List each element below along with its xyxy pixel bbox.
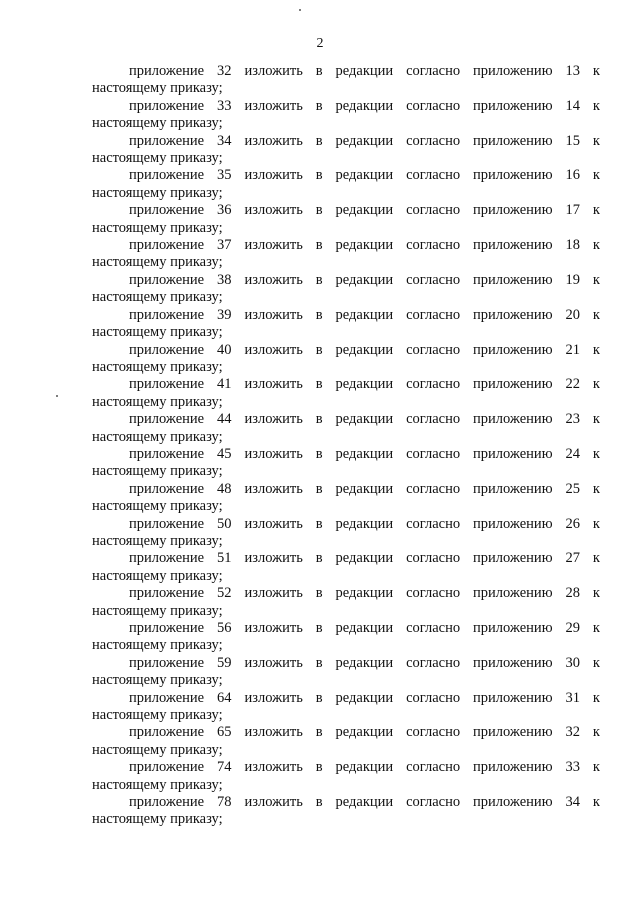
list-item-line xyxy=(92,794,600,811)
list-item-line xyxy=(92,237,600,254)
list-item xyxy=(92,63,600,98)
word-according: согласно xyxy=(406,97,461,114)
word-edition: редакции xyxy=(335,550,394,567)
target-appendix-number: 17 xyxy=(565,202,580,219)
word-to-appendix: приложению xyxy=(473,759,553,776)
list-item-line xyxy=(92,167,600,184)
list-item xyxy=(92,690,600,725)
word-edition: редакции xyxy=(335,271,394,288)
word-set-out: изложить xyxy=(244,306,303,323)
word-according: согласно xyxy=(406,445,461,462)
list-item-line xyxy=(92,655,600,672)
word-set-out: изложить xyxy=(244,445,303,462)
word-set-out: изложить xyxy=(244,759,303,776)
list-item-continuation: настоящему приказу; xyxy=(92,602,223,619)
word-set-out: изложить xyxy=(244,480,303,497)
word-according: согласно xyxy=(406,376,461,393)
list-item xyxy=(92,724,600,759)
list-item-continuation: настоящему приказу; xyxy=(92,532,223,549)
word-in: в xyxy=(315,724,323,741)
word-edition: редакции xyxy=(335,689,394,706)
word-to: к xyxy=(592,620,600,636)
list-item xyxy=(92,133,600,168)
word-edition: редакции xyxy=(335,411,394,428)
word-in: в xyxy=(315,306,323,323)
list-item-line xyxy=(92,690,600,707)
word-in: в xyxy=(315,237,323,254)
word-to: к xyxy=(592,411,600,428)
word-edition: редакции xyxy=(335,97,394,114)
word-edition: редакции xyxy=(335,585,394,602)
appendix-number: 36 xyxy=(217,202,232,219)
page-number: 2 xyxy=(316,36,324,51)
target-appendix-number: 13 xyxy=(565,63,580,79)
word-in: в xyxy=(315,341,323,358)
list-item-line xyxy=(92,411,600,428)
list-item-continuation: настоящему приказу; xyxy=(92,741,223,758)
appendix-number: 34 xyxy=(217,132,232,149)
word-appendix: приложение xyxy=(129,271,205,288)
list-item-continuation: настоящему приказу; xyxy=(92,428,223,445)
list-item xyxy=(92,446,600,481)
list-item xyxy=(92,481,600,516)
word-edition: редакции xyxy=(335,515,394,532)
word-appendix: приложение xyxy=(129,724,205,741)
word-set-out: изложить xyxy=(244,550,303,567)
word-appendix: приложение xyxy=(129,237,205,254)
word-in: в xyxy=(315,202,323,219)
list-item-continuation: настоящему приказу; xyxy=(92,254,223,271)
word-in: в xyxy=(315,411,323,428)
list-item-line xyxy=(92,620,600,637)
list-item-line xyxy=(92,446,600,463)
target-appendix-number: 19 xyxy=(565,271,580,288)
target-appendix-number: 33 xyxy=(565,759,580,776)
list-item xyxy=(92,655,600,690)
word-set-out: изложить xyxy=(244,411,303,428)
word-to-appendix: приложению xyxy=(473,794,553,811)
word-appendix: приложение xyxy=(129,63,205,79)
appendix-number: 44 xyxy=(217,411,232,428)
appendix-number: 38 xyxy=(217,271,232,288)
word-to: к xyxy=(592,585,600,602)
list-item-line xyxy=(92,759,600,776)
word-set-out: изложить xyxy=(244,237,303,254)
word-set-out: изложить xyxy=(244,689,303,706)
word-to-appendix: приложению xyxy=(473,515,553,532)
target-appendix-number: 27 xyxy=(565,550,580,567)
list-item-continuation: настоящему приказу; xyxy=(92,115,223,132)
list-item-continuation: настоящему приказу; xyxy=(92,811,223,828)
word-edition: редакции xyxy=(335,376,394,393)
word-edition: редакции xyxy=(335,341,394,358)
word-edition: редакции xyxy=(335,445,394,462)
word-to-appendix: приложению xyxy=(473,63,553,79)
word-according: согласно xyxy=(406,271,461,288)
target-appendix-number: 18 xyxy=(565,237,580,254)
target-appendix-number: 22 xyxy=(565,376,580,393)
list-item xyxy=(92,516,600,551)
appendix-number: 59 xyxy=(217,654,232,671)
list-item-line xyxy=(92,307,600,324)
list-item-continuation: настоящему приказу; xyxy=(92,80,223,97)
list-item-line xyxy=(92,342,600,359)
word-appendix: приложение xyxy=(129,202,205,219)
word-according: согласно xyxy=(406,724,461,741)
list-item xyxy=(92,237,600,272)
word-to: к xyxy=(592,794,600,811)
word-appendix: приложение xyxy=(129,341,205,358)
list-item xyxy=(92,411,600,446)
word-edition: редакции xyxy=(335,759,394,776)
list-item-line xyxy=(92,516,600,533)
appendix-number: 56 xyxy=(217,620,232,636)
word-in: в xyxy=(315,585,323,602)
word-to-appendix: приложению xyxy=(473,202,553,219)
word-to: к xyxy=(592,202,600,219)
list-item-continuation: настоящему приказу; xyxy=(92,150,223,167)
list-item-line xyxy=(92,272,600,289)
word-to-appendix: приложению xyxy=(473,411,553,428)
word-according: согласно xyxy=(406,689,461,706)
appendix-number: 35 xyxy=(217,167,232,184)
word-appendix: приложение xyxy=(129,689,205,706)
word-appendix: приложение xyxy=(129,376,205,393)
list-item-continuation: настоящему приказу; xyxy=(92,567,223,584)
word-in: в xyxy=(315,376,323,393)
list-item-line xyxy=(92,133,600,150)
list-item-line xyxy=(92,724,600,741)
word-according: согласно xyxy=(406,550,461,567)
word-appendix: приложение xyxy=(129,550,205,567)
appendix-number: 40 xyxy=(217,341,232,358)
word-set-out: изложить xyxy=(244,132,303,149)
scan-speck xyxy=(299,9,301,11)
list-item xyxy=(92,550,600,585)
word-to-appendix: приложению xyxy=(473,480,553,497)
appendix-number: 78 xyxy=(217,794,232,811)
word-appendix: приложение xyxy=(129,585,205,602)
word-edition: редакции xyxy=(335,724,394,741)
word-set-out: изложить xyxy=(244,620,303,636)
list-item xyxy=(92,202,600,237)
list-item-line xyxy=(92,202,600,219)
word-in: в xyxy=(315,620,323,636)
word-to: к xyxy=(592,480,600,497)
target-appendix-number: 31 xyxy=(565,689,580,706)
list-item-line xyxy=(92,98,600,115)
word-to-appendix: приложению xyxy=(473,620,553,636)
appendix-number: 74 xyxy=(217,759,232,776)
word-in: в xyxy=(315,167,323,184)
list-item-continuation: настоящему приказу; xyxy=(92,324,223,341)
word-to-appendix: приложению xyxy=(473,306,553,323)
list-item-line xyxy=(92,63,600,80)
target-appendix-number: 15 xyxy=(565,132,580,149)
word-to: к xyxy=(592,132,600,149)
word-according: согласно xyxy=(406,759,461,776)
word-in: в xyxy=(315,550,323,567)
word-in: в xyxy=(315,654,323,671)
word-to: к xyxy=(592,445,600,462)
word-in: в xyxy=(315,63,323,79)
list-item xyxy=(92,272,600,307)
word-in: в xyxy=(315,689,323,706)
target-appendix-number: 28 xyxy=(565,585,580,602)
list-item xyxy=(92,794,600,829)
word-appendix: приложение xyxy=(129,654,205,671)
word-edition: редакции xyxy=(335,794,394,811)
word-to-appendix: приложению xyxy=(473,97,553,114)
list-item-continuation: настоящему приказу; xyxy=(92,498,223,515)
appendix-number: 37 xyxy=(217,237,232,254)
word-to: к xyxy=(592,306,600,323)
word-in: в xyxy=(315,480,323,497)
word-according: согласно xyxy=(406,515,461,532)
word-set-out: изложить xyxy=(244,63,303,79)
list-item xyxy=(92,585,600,620)
word-according: согласно xyxy=(406,480,461,497)
appendix-number: 32 xyxy=(217,63,232,79)
word-to-appendix: приложению xyxy=(473,167,553,184)
word-set-out: изложить xyxy=(244,202,303,219)
list-item xyxy=(92,759,600,794)
word-to-appendix: приложению xyxy=(473,689,553,706)
word-to: к xyxy=(592,63,600,79)
word-to-appendix: приложению xyxy=(473,654,553,671)
appendix-number: 39 xyxy=(217,306,232,323)
word-to-appendix: приложению xyxy=(473,550,553,567)
appendix-number: 33 xyxy=(217,97,232,114)
word-to: к xyxy=(592,550,600,567)
word-to-appendix: приложению xyxy=(473,341,553,358)
word-according: согласно xyxy=(406,237,461,254)
list-item xyxy=(92,98,600,133)
word-set-out: изложить xyxy=(244,794,303,811)
list-item-continuation: настоящему приказу; xyxy=(92,393,223,410)
word-appendix: приложение xyxy=(129,480,205,497)
list-item-continuation: настоящему приказу; xyxy=(92,463,223,480)
list-item-continuation: настоящему приказу; xyxy=(92,184,223,201)
word-appendix: приложение xyxy=(129,759,205,776)
word-according: согласно xyxy=(406,341,461,358)
word-to: к xyxy=(592,515,600,532)
list-item xyxy=(92,620,600,655)
word-edition: редакции xyxy=(335,63,394,79)
appendix-amendment-list xyxy=(92,63,600,829)
list-item-line xyxy=(92,481,600,498)
word-to: к xyxy=(592,376,600,393)
target-appendix-number: 20 xyxy=(565,306,580,323)
word-set-out: изложить xyxy=(244,341,303,358)
word-appendix: приложение xyxy=(129,167,205,184)
list-item xyxy=(92,376,600,411)
list-item-continuation: настоящему приказу; xyxy=(92,637,223,654)
word-to-appendix: приложению xyxy=(473,132,553,149)
word-according: согласно xyxy=(406,306,461,323)
word-to-appendix: приложению xyxy=(473,585,553,602)
word-to-appendix: приложению xyxy=(473,376,553,393)
target-appendix-number: 30 xyxy=(565,654,580,671)
word-to: к xyxy=(592,654,600,671)
word-appendix: приложение xyxy=(129,515,205,532)
word-edition: редакции xyxy=(335,132,394,149)
appendix-number: 51 xyxy=(217,550,232,567)
target-appendix-number: 24 xyxy=(565,445,580,462)
word-to: к xyxy=(592,689,600,706)
word-appendix: приложение xyxy=(129,132,205,149)
target-appendix-number: 34 xyxy=(565,794,580,811)
word-in: в xyxy=(315,271,323,288)
target-appendix-number: 14 xyxy=(565,97,580,114)
target-appendix-number: 26 xyxy=(565,515,580,532)
word-edition: редакции xyxy=(335,480,394,497)
scan-speck xyxy=(56,395,58,397)
word-to: к xyxy=(592,237,600,254)
word-appendix: приложение xyxy=(129,411,205,428)
list-item-continuation: настоящему приказу; xyxy=(92,776,223,793)
target-appendix-number: 32 xyxy=(565,724,580,741)
list-item xyxy=(92,342,600,377)
word-according: согласно xyxy=(406,132,461,149)
word-set-out: изложить xyxy=(244,376,303,393)
word-appendix: приложение xyxy=(129,445,205,462)
word-edition: редакции xyxy=(335,237,394,254)
appendix-number: 41 xyxy=(217,376,232,393)
target-appendix-number: 29 xyxy=(565,620,580,636)
word-in: в xyxy=(315,445,323,462)
word-to-appendix: приложению xyxy=(473,237,553,254)
list-item-continuation: настоящему приказу; xyxy=(92,672,223,689)
list-item-line xyxy=(92,550,600,567)
appendix-number: 50 xyxy=(217,515,232,532)
word-appendix: приложение xyxy=(129,306,205,323)
word-according: согласно xyxy=(406,167,461,184)
word-according: согласно xyxy=(406,654,461,671)
target-appendix-number: 23 xyxy=(565,411,580,428)
appendix-number: 52 xyxy=(217,585,232,602)
word-edition: редакции xyxy=(335,167,394,184)
word-edition: редакции xyxy=(335,654,394,671)
word-in: в xyxy=(315,794,323,811)
word-set-out: изложить xyxy=(244,654,303,671)
word-set-out: изложить xyxy=(244,515,303,532)
word-according: согласно xyxy=(406,794,461,811)
appendix-number: 48 xyxy=(217,480,232,497)
word-set-out: изложить xyxy=(244,271,303,288)
word-to-appendix: приложению xyxy=(473,445,553,462)
word-appendix: приложение xyxy=(129,794,205,811)
word-according: согласно xyxy=(406,63,461,79)
word-to: к xyxy=(592,97,600,114)
word-to-appendix: приложению xyxy=(473,724,553,741)
word-in: в xyxy=(315,515,323,532)
word-in: в xyxy=(315,97,323,114)
word-set-out: изложить xyxy=(244,97,303,114)
word-according: согласно xyxy=(406,411,461,428)
appendix-number: 65 xyxy=(217,724,232,741)
word-to: к xyxy=(592,167,600,184)
appendix-number: 45 xyxy=(217,445,232,462)
list-item-continuation: настоящему приказу; xyxy=(92,358,223,375)
target-appendix-number: 21 xyxy=(565,341,580,358)
target-appendix-number: 25 xyxy=(565,480,580,497)
list-item xyxy=(92,307,600,342)
word-to: к xyxy=(592,341,600,358)
word-edition: редакции xyxy=(335,306,394,323)
word-appendix: приложение xyxy=(129,97,205,114)
word-in: в xyxy=(315,759,323,776)
list-item xyxy=(92,167,600,202)
word-to: к xyxy=(592,759,600,776)
word-according: согласно xyxy=(406,585,461,602)
word-according: согласно xyxy=(406,620,461,636)
word-edition: редакции xyxy=(335,620,394,636)
word-in: в xyxy=(315,132,323,149)
word-according: согласно xyxy=(406,202,461,219)
word-set-out: изложить xyxy=(244,585,303,602)
word-edition: редакции xyxy=(335,202,394,219)
list-item-continuation: настоящему приказу; xyxy=(92,289,223,306)
list-item-continuation: настоящему приказу; xyxy=(92,707,223,724)
word-to-appendix: приложению xyxy=(473,271,553,288)
list-item-continuation: настоящему приказу; xyxy=(92,219,223,236)
target-appendix-number: 16 xyxy=(565,167,580,184)
list-item-line xyxy=(92,585,600,602)
word-to: к xyxy=(592,724,600,741)
appendix-number: 64 xyxy=(217,689,232,706)
word-set-out: изложить xyxy=(244,724,303,741)
word-set-out: изложить xyxy=(244,167,303,184)
word-to: к xyxy=(592,271,600,288)
word-appendix: приложение xyxy=(129,620,205,636)
list-item-line xyxy=(92,376,600,393)
